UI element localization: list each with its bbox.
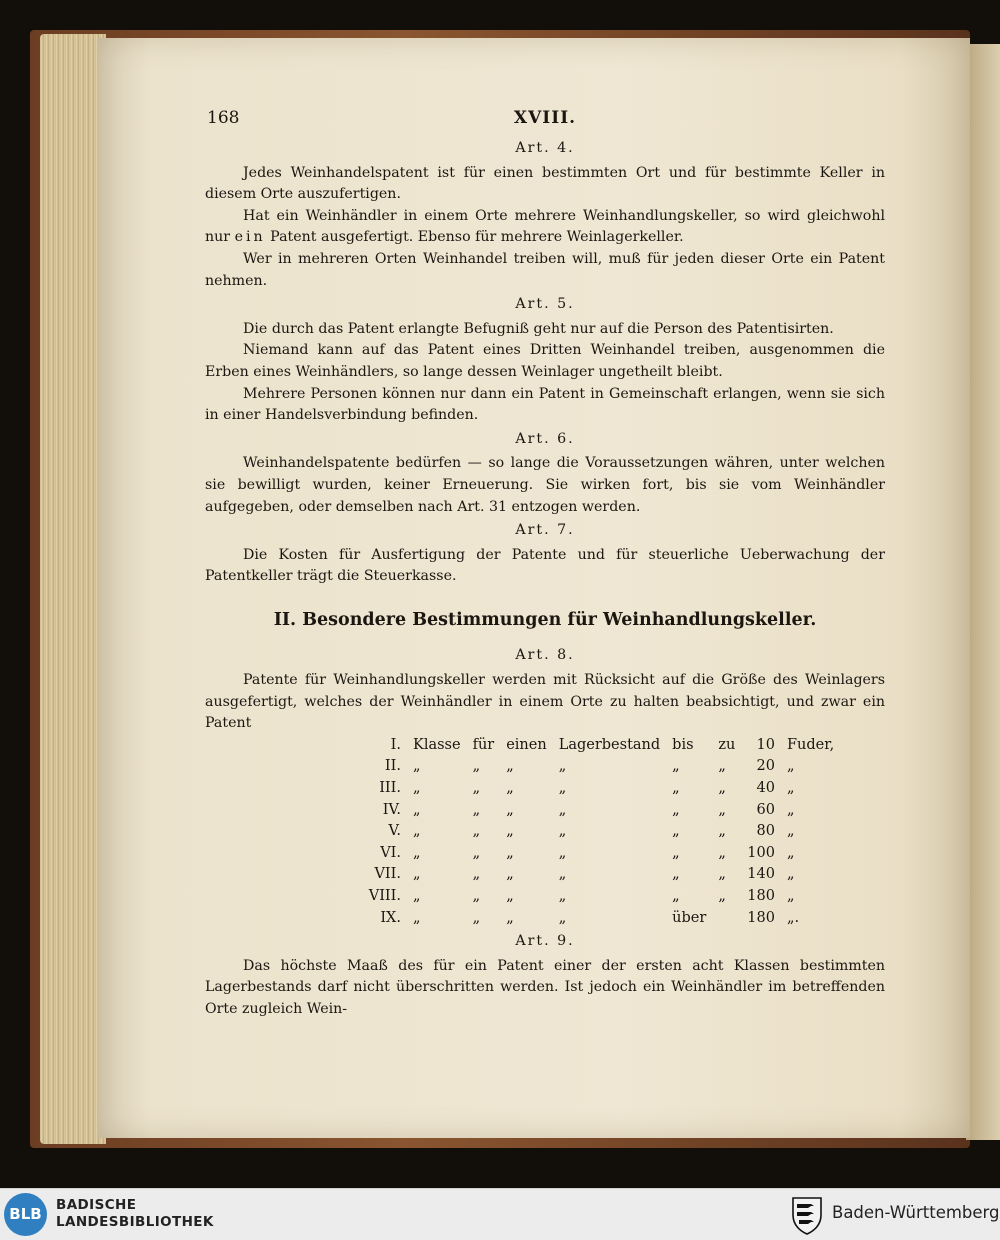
article-4-paragraph-1: Jedes Weinhandelspatent ist für einen bestimmten Ort und für bestimmte Keller in diesem Orte auszufertigen.	[205, 164, 885, 203]
class-cell-c5: bis	[672, 736, 694, 753]
patent-class-row	[351, 843, 840, 865]
class-cell-c4: „	[558, 758, 567, 775]
class-cell-amount: 180	[747, 888, 775, 904]
article-8-heading: Art. 8.	[515, 647, 575, 664]
article-4-p2-emphasis: ein	[234, 229, 266, 246]
article-4-paragraph-3: Wer in mehreren Orten Weinhandel treiben will, muß für jeden dieser Orte ein Patent nehmen.	[205, 250, 885, 289]
class-cell-c4: „	[558, 780, 567, 797]
class-cell-c1: „	[413, 909, 421, 926]
class-cell-c3: einen	[506, 736, 547, 753]
blb-name-line-1: BADISCHE	[56, 1197, 137, 1213]
class-cell-c5: „	[672, 888, 680, 904]
patent-class-row	[351, 864, 840, 886]
class-cell-cls: IX.	[380, 909, 401, 926]
class-cell-c1: „	[413, 888, 421, 904]
class-cell-unit: „	[786, 801, 795, 818]
article-9-heading: Art. 9.	[515, 933, 575, 950]
class-cell-c1: Klasse	[413, 736, 461, 753]
article-5-paragraph-3: Mehrere Personen können nur dann ein Patent in Gemeinschaft erlangen, wenn sie sich in einer Handelsverbindung befinden.	[205, 385, 885, 424]
baden-wuerttemberg-coat-of-arms-icon[interactable]	[790, 1195, 824, 1235]
class-cell-c4: „	[558, 801, 567, 818]
class-cell-amount: 80	[756, 823, 775, 840]
article-4-p2-start: Hat ein Weinhändler in einem Orte mehrere Weinhandlungskeller, so wird gleichwohl nur	[205, 207, 885, 246]
class-cell-c1: „	[413, 844, 421, 861]
class-cell-c3: „	[506, 888, 514, 904]
class-cell-c4: „	[558, 888, 567, 904]
class-cell-amount: 40	[756, 780, 775, 797]
patent-class-row	[351, 886, 840, 908]
page-text	[205, 108, 885, 1021]
class-cell-c2: „	[472, 780, 481, 797]
patent-class-row	[351, 778, 840, 800]
class-cell-c3: „	[506, 909, 514, 926]
class-cell-unit: „	[786, 888, 795, 904]
class-cell-c6: „	[718, 844, 726, 861]
section-2-title: II. Besondere Bestimmungen für Weinhandlungskeller.	[273, 609, 817, 630]
class-cell-c6	[712, 908, 741, 930]
class-cell-c6: zu	[718, 736, 736, 753]
class-cell-c2: „	[472, 909, 481, 926]
patent-class-table	[351, 735, 840, 929]
article-7-heading: Art. 7.	[515, 522, 575, 539]
class-cell-cls: V.	[388, 823, 401, 840]
class-cell-c2: „	[472, 823, 481, 840]
class-cell-cls: VI.	[380, 844, 401, 861]
blb-name	[56, 1197, 214, 1231]
class-cell-c3: „	[506, 780, 514, 797]
class-cell-unit: „	[786, 780, 795, 797]
class-cell-cls: III.	[379, 780, 401, 797]
class-cell-c5: „	[672, 844, 680, 861]
article-5-paragraph-1: Die durch das Patent erlangte Befugniß geht nur auf die Person des Patentisirten.	[243, 320, 834, 337]
article-5-paragraph-2: Niemand kann auf das Patent eines Dritten Weinhandel treiben, ausgenommen die Erben eines Weinhändlers, so lange dessen Weinlager ungetheilt bleibt.	[205, 342, 885, 380]
blb-logo[interactable]: BLB	[4, 1193, 47, 1236]
class-cell-cls: I.	[390, 736, 401, 753]
page-header	[205, 108, 885, 136]
class-cell-c2: „	[472, 844, 481, 861]
class-cell-c4: Lagerbestand	[558, 736, 661, 753]
class-cell-c6: „	[718, 866, 726, 883]
article-6-paragraph-1: Weinhandelspatente bedürfen — so lange die Voraussetzungen währen, unter welchen sie bewilligt wurden, keiner Erneuerung. Sie wirken fort, bis sie vom Weinhändler aufgegeben, oder demselben nach Art. 31 entzogen werden.	[205, 455, 885, 515]
class-cell-amount: 10	[756, 736, 775, 753]
class-cell-cls: IV.	[382, 801, 401, 818]
class-cell-c5: „	[672, 866, 680, 883]
class-cell-unit: „	[786, 844, 795, 861]
class-cell-c3: „	[506, 866, 514, 883]
class-cell-c3: „	[506, 823, 514, 840]
patent-class-row	[351, 821, 840, 843]
class-cell-unit: Fuder,	[786, 736, 835, 753]
class-cell-c3: „	[506, 758, 514, 775]
class-cell-c5: über	[672, 909, 707, 926]
class-cell-unit: „	[786, 758, 795, 775]
patent-class-row	[351, 908, 840, 930]
page-edges	[40, 34, 106, 1144]
class-cell-unit: „	[786, 866, 795, 883]
class-cell-c2: „	[472, 866, 481, 883]
article-5-heading: Art. 5.	[515, 296, 575, 313]
patent-class-row	[351, 735, 840, 757]
class-cell-c6: „	[718, 801, 726, 818]
article-8-paragraph-1: Patente für Weinhandlungskeller werden mit Rücksicht auf die Größe des Weinlagers ausgefertigt, welches der Weinhändler in einem Orte zu halten beabsichtigt, und zwar ein Patent	[205, 672, 885, 732]
class-cell-amount: 60	[756, 801, 775, 818]
class-cell-cls: II.	[384, 758, 401, 775]
class-cell-c5: „	[672, 823, 680, 840]
class-cell-c4: „	[558, 866, 567, 883]
class-cell-c1: „	[413, 823, 421, 840]
library-footer	[0, 1188, 1000, 1240]
class-cell-c5: „	[672, 801, 680, 818]
class-cell-c4: „	[558, 909, 567, 926]
class-cell-c1: „	[413, 866, 421, 883]
patent-class-row	[351, 756, 840, 778]
class-cell-amount: 180	[747, 909, 775, 926]
class-cell-c6: „	[718, 888, 726, 904]
article-4-p2-end: Patent ausgefertigt. Ebenso für mehrere Weinlagerkeller.	[270, 229, 684, 246]
class-cell-cls: VIII.	[368, 888, 401, 904]
class-cell-c1: „	[413, 801, 421, 818]
class-cell-unit: „	[786, 823, 795, 840]
class-cell-c2: „	[472, 801, 481, 818]
class-cell-c2: für	[472, 736, 495, 753]
class-cell-c2: „	[472, 758, 481, 775]
class-cell-c4: „	[558, 823, 567, 840]
article-7-paragraph-1: Die Kosten für Ausfertigung der Patente und für steuerliche Ueberwachung der Patentkeller trägt die Steuerkasse.	[205, 546, 885, 585]
patent-class-row	[351, 800, 840, 822]
class-cell-c6: „	[718, 780, 726, 797]
article-4-heading: Art. 4.	[515, 140, 575, 156]
article-6-heading: Art. 6.	[515, 430, 575, 447]
class-cell-c6: „	[718, 758, 726, 775]
page-number: 168	[207, 108, 240, 128]
class-cell-amount: 140	[747, 866, 775, 883]
class-cell-unit: „.	[786, 909, 800, 926]
class-cell-c3: „	[506, 801, 514, 818]
class-cell-c1: „	[413, 758, 421, 775]
class-cell-amount: 20	[756, 758, 775, 775]
class-cell-c2: „	[472, 888, 481, 904]
article-9-paragraph-1: Das höchste Maaß des für ein Patent einer der ersten acht Klassen bestimmten Lagerbestands darf nicht überschritten werden. Ist jedoch ein Weinhändler im betreffenden Orte zugleich Wein-	[205, 957, 885, 1017]
class-cell-c5: „	[672, 758, 680, 775]
running-head: XVIII.	[513, 108, 577, 128]
class-cell-amount: 100	[747, 844, 775, 861]
facing-page-edge	[966, 44, 1000, 1140]
class-cell-c5: „	[672, 780, 680, 797]
blb-name-line-2: LANDESBIBLIOTHEK	[56, 1214, 214, 1230]
class-cell-c6: „	[718, 823, 726, 840]
class-cell-c3: „	[506, 844, 514, 861]
article-4-paragraph-2	[205, 206, 885, 249]
class-cell-cls: VII.	[374, 866, 401, 883]
class-cell-c1: „	[413, 780, 421, 797]
class-cell-c4: „	[558, 844, 567, 861]
baden-wuerttemberg-name: Baden-Württemberg	[832, 1203, 1000, 1222]
